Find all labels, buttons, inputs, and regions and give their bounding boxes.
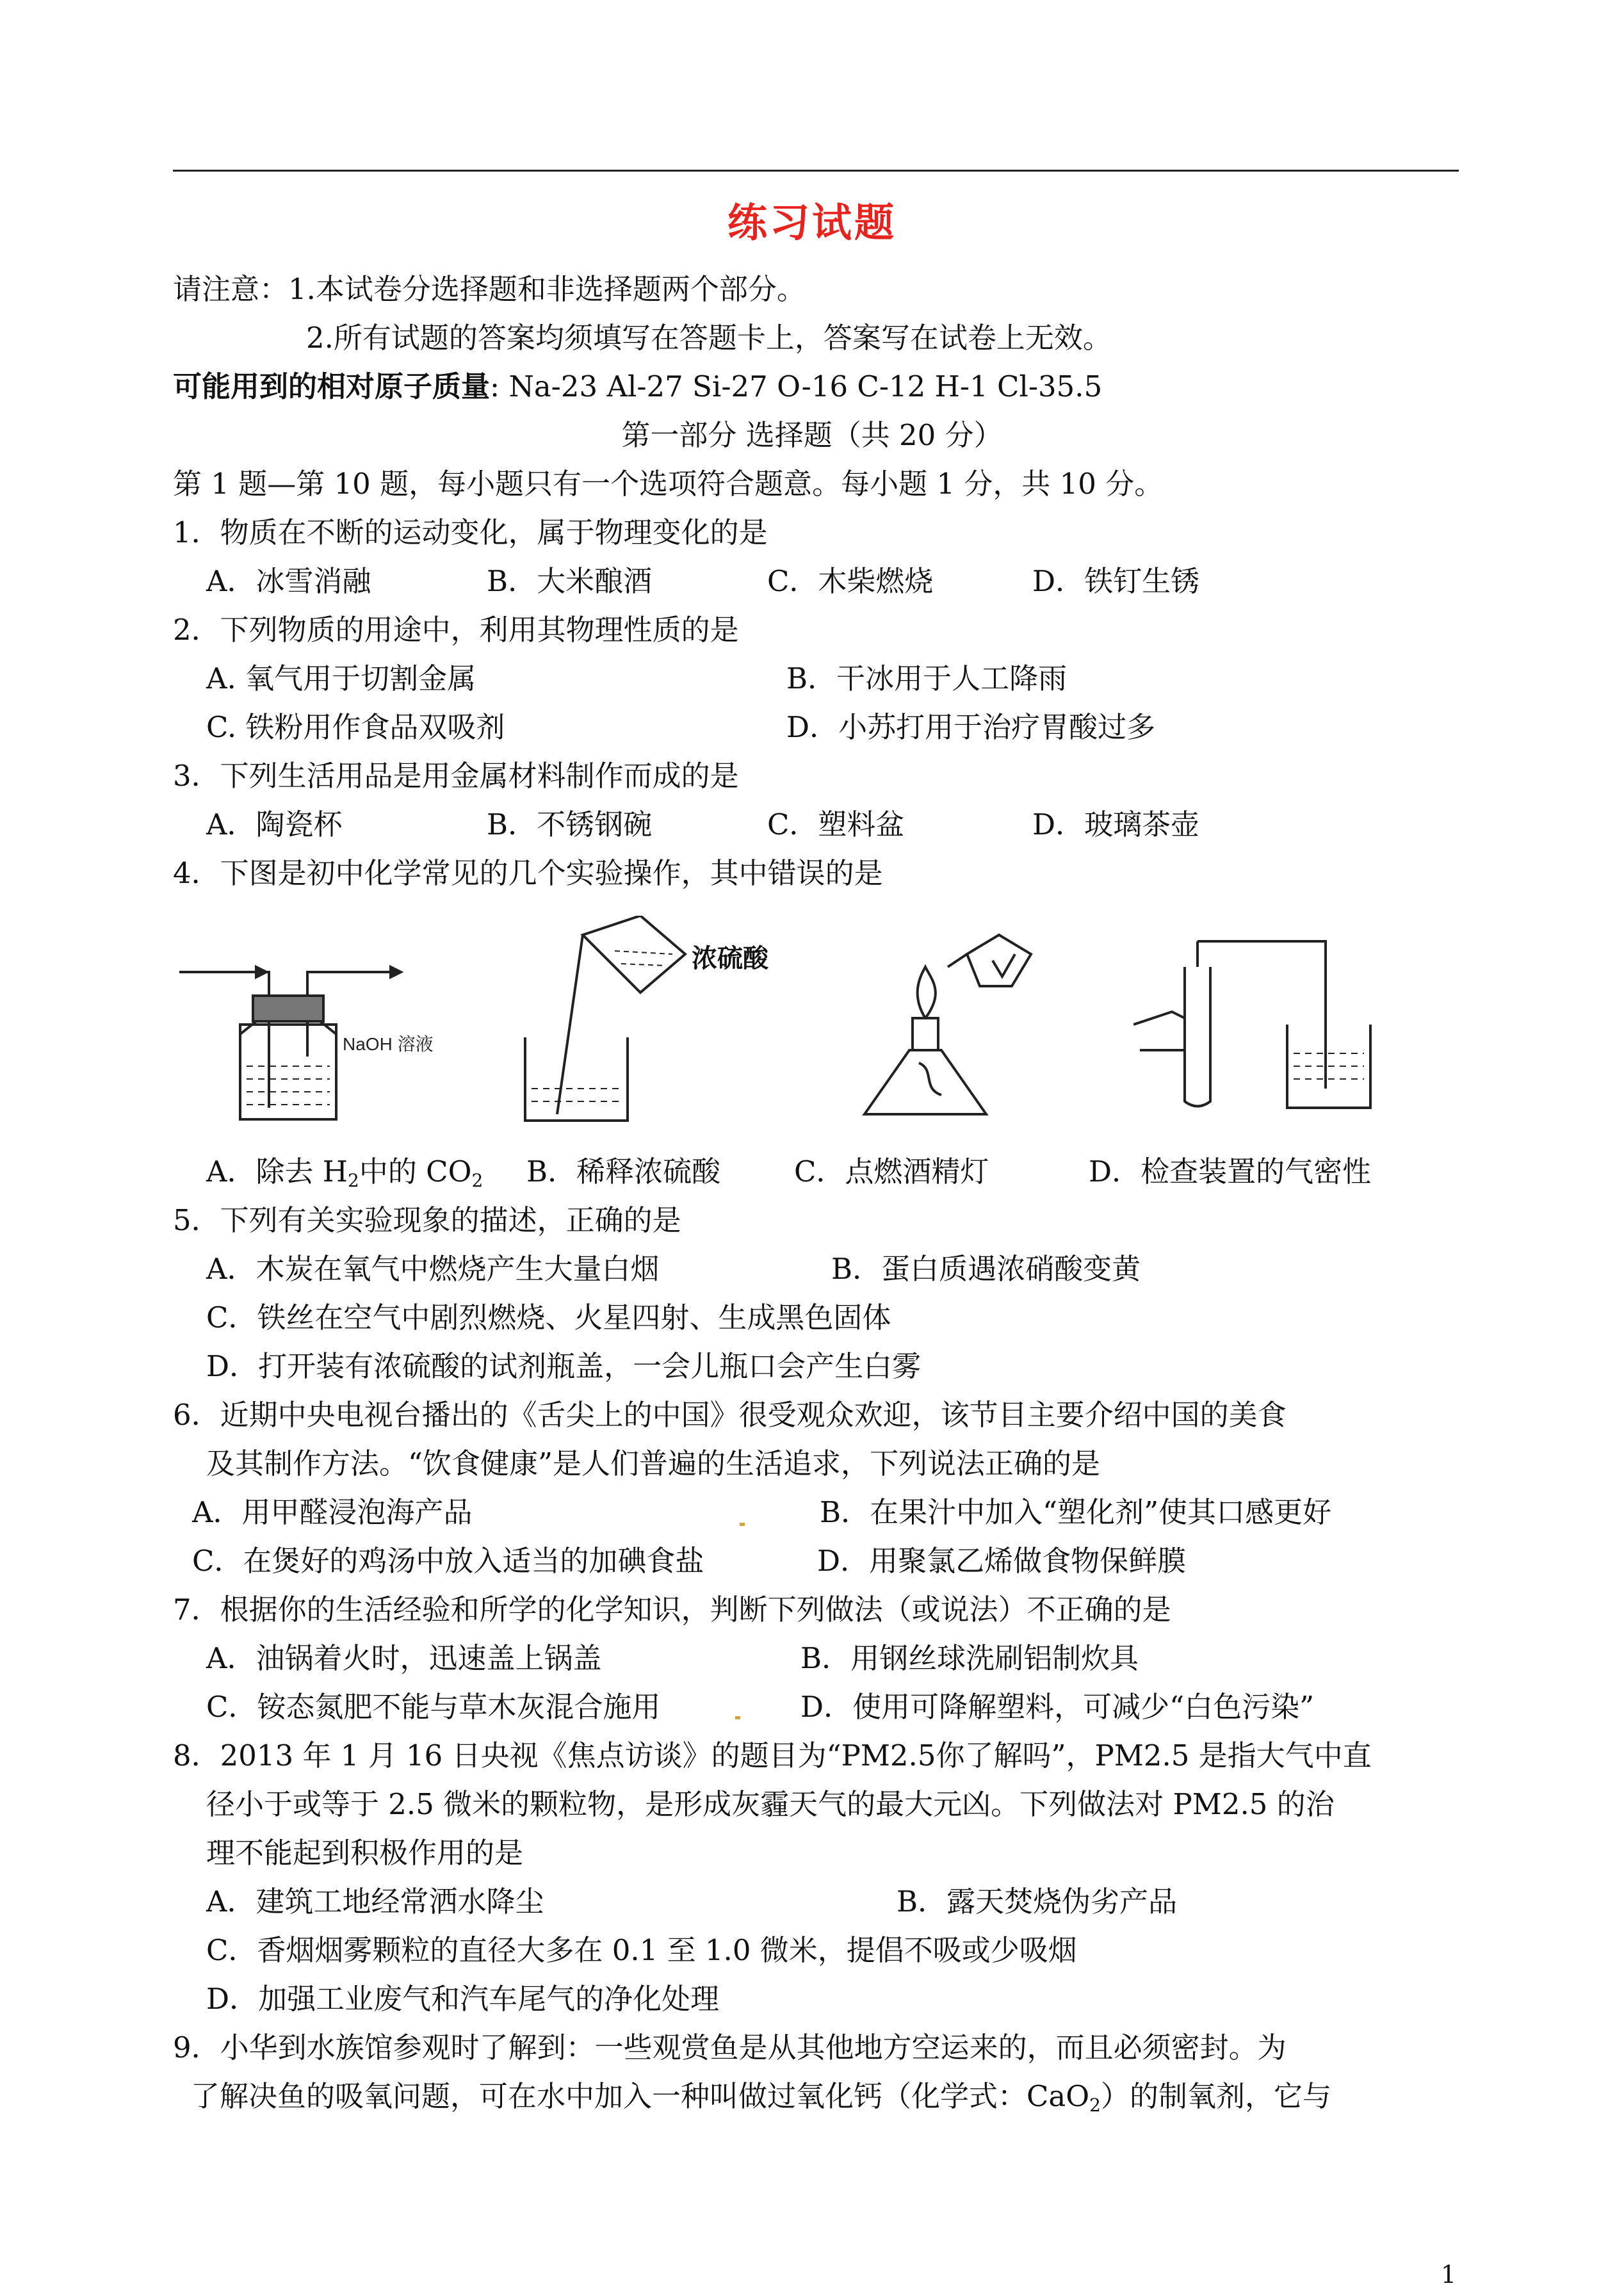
- header-rule: [173, 170, 1459, 172]
- q3-stem: 3．下列生活用品是用金属材料制作而成的是: [173, 759, 739, 793]
- q8-option-d: D．加强工业废气和汽车尾气的净化处理: [206, 1982, 720, 2016]
- figure-c-alcohol-lamp: [839, 916, 1057, 1127]
- page-number: 1: [1440, 2260, 1456, 2289]
- q7-option-b: B．用钢丝球洗刷铝制炊具: [800, 1641, 1139, 1675]
- section-title: 第一部分 选择题（共 20 分）: [621, 418, 1003, 452]
- scan-artifact: [735, 1716, 740, 1719]
- q6-option-a: A．用甲醛浸泡海产品: [192, 1495, 473, 1529]
- q3-option-d: D．玻璃茶壶: [1032, 807, 1200, 841]
- q6-option-d: D．用聚氯乙烯做食物保鲜膜: [817, 1544, 1187, 1578]
- q8-stem-line-2: 径小于或等于 2.5 微米的颗粒物，是形成灰霾天气的最大元凶。下列做法对 PM2.5 的治: [206, 1787, 1335, 1821]
- q4-option-d: D．检查装置的气密性: [1089, 1155, 1372, 1188]
- q9-stem-line-1: 9．小华到水族馆参观时了解到：一些观赏鱼是从其他地方空运来的，而且必须密封。为: [173, 2031, 1287, 2064]
- atomic-mass-label: 可能用到的相对原子质量: [173, 369, 491, 403]
- q8-stem-line-1: 8．2013 年 1 月 16 日央视《焦点访谈》的题目为“PM2.5你了解吗”，PM2.5 是指大气中直: [173, 1739, 1372, 1772]
- q2-option-d: D．小苏打用于治疗胃酸过多: [786, 710, 1156, 744]
- section-intro: 第 1 题—第 10 题，每小题只有一个选项符合题意。每小题 1 分，共 10 分。: [173, 467, 1164, 501]
- q7-option-c: C．铵态氮肥不能与草木灰混合施用: [206, 1690, 661, 1724]
- figure-a-gas-washing-bottle: [179, 916, 455, 1127]
- q7-stem: 7．根据你的生活经验和所学的化学知识，判断下列做法（或说法）不正确的是: [173, 1593, 1171, 1626]
- q2-option-a: A. 氧气用于切割金属: [206, 661, 476, 695]
- q2-option-c: C. 铁粉用作食品双吸剂: [206, 710, 505, 744]
- figure-b-label: 浓硫酸: [692, 944, 768, 973]
- q2-stem: 2．下列物质的用途中，利用其物理性质的是: [173, 613, 739, 647]
- notice-line-1: 请注意：1.本试卷分选择题和非选择题两个部分。: [173, 272, 806, 306]
- figure-a-label: NaOH 溶液: [343, 1034, 434, 1054]
- atomic-mass-line: [173, 368, 1102, 406]
- notice-line-2: 2.所有试题的答案均须填写在答题卡上，答案写在试卷上无效。: [306, 321, 1112, 355]
- q1-option-a: A．冰雪消融: [206, 564, 371, 598]
- q5-option-b: B．蛋白质遇浓硝酸变黄: [831, 1252, 1141, 1286]
- q1-option-b: B．大米酿酒: [487, 564, 653, 598]
- q8-option-b: B．露天焚烧伪劣产品: [897, 1885, 1178, 1918]
- q1-stem: 1．物质在不断的运动变化，属于物理变化的是: [173, 515, 768, 549]
- q5-option-a: A．木炭在氧气中燃烧产生大量白烟: [206, 1252, 660, 1286]
- q7-option-d: D．使用可降解塑料，可减少“白色污染”: [800, 1690, 1315, 1724]
- q5-stem: 5．下列有关实验现象的描述，正确的是: [173, 1203, 681, 1237]
- q6-stem-line-1: 6．近期中央电视台播出的《舌尖上的中国》很受观众欢迎，该节目主要介绍中国的美食: [173, 1398, 1287, 1432]
- q1-option-c: C．木柴燃烧: [767, 564, 934, 598]
- q2-option-b: B．干冰用于人工降雨: [786, 661, 1068, 695]
- q6-stem-line-2: 及其制作方法。“饮食健康”是人们普遍的生活追求，下列说法正确的是: [206, 1447, 1101, 1480]
- q4-option-c: C．点燃酒精灯: [794, 1155, 989, 1188]
- q5-option-c: C．铁丝在空气中剧烈燃烧、火星四射、生成黑色固体: [206, 1301, 891, 1334]
- q6-option-c: C．在煲好的鸡汤中放入适当的加碘食盐: [192, 1544, 704, 1578]
- q8-stem-line-3: 理不能起到积极作用的是: [206, 1836, 524, 1870]
- figure-d-airtightness-check: [1133, 916, 1402, 1127]
- q8-option-a: A．建筑工地经常洒水降尘: [206, 1885, 544, 1918]
- q3-option-b: B．不锈钢碗: [487, 807, 653, 841]
- q4-option-b: B．稀释浓硫酸: [526, 1155, 721, 1188]
- scan-artifact: [740, 1523, 745, 1526]
- q6-option-b: B．在果汁中加入“塑化剂”使其口感更好: [820, 1495, 1332, 1529]
- figure-b-dilution: [519, 916, 788, 1127]
- atomic-mass-values: : Na-23 Al-27 Si-27 O-16 C-12 H-1 Cl-35.5: [490, 369, 1103, 403]
- q4-stem: 4．下图是初中化学常见的几个实验操作，其中错误的是: [173, 856, 883, 890]
- q1-option-d: D．铁钉生锈: [1032, 564, 1200, 598]
- q8-option-c: C．香烟烟雾颗粒的直径大多在 0.1 至 1.0 微米，提倡不吸或少吸烟: [206, 1933, 1077, 1967]
- q3-option-c: C．塑料盆: [767, 807, 905, 841]
- q5-option-d: D．打开装有浓硫酸的试剂瓶盖，一会儿瓶口会产生白雾: [206, 1349, 922, 1383]
- q9-stem-line-2: 了解决鱼的吸氧问题，可在水中加入一种叫做过氧化钙（化学式：CaO$_2$）的制氧剂，它与: [191, 2079, 1331, 2116]
- q4-figures: [173, 916, 1459, 1127]
- q3-option-a: A．陶瓷杯: [206, 807, 343, 841]
- q7-option-a: A．油锅着火时，迅速盖上锅盖: [206, 1641, 602, 1675]
- page-title: 练习试题: [727, 199, 897, 246]
- q4-option-a: A．除去 $H_2$中的 $CO_2$: [206, 1155, 483, 1191]
